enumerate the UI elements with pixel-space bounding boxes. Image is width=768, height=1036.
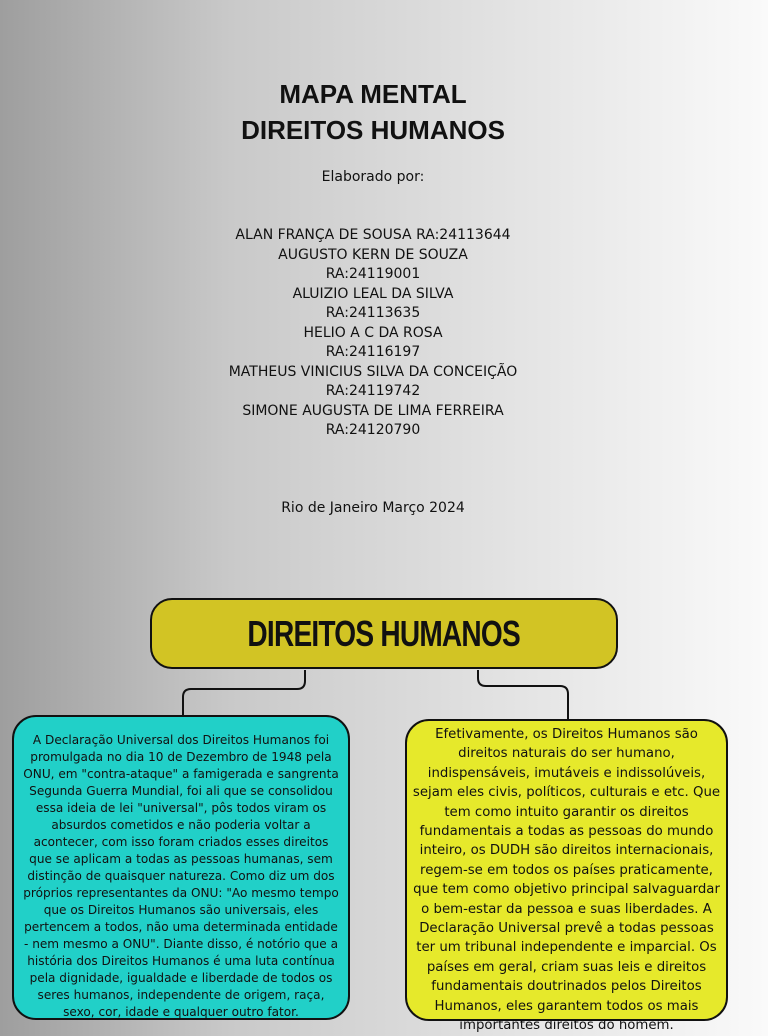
- central-topic-label: DIREITOS HUMANOS: [247, 612, 521, 654]
- author-line: RA:24119742: [325, 383, 421, 399]
- author-line: MATHEUS VINICIUS SILVA DA CONCEIÇÃO: [228, 363, 518, 380]
- author-line: ALUIZIO LEAL DA SILVA: [292, 285, 454, 302]
- left-node-text: A Declaração Universal dos Direitos Humanos foi promulgada no dia 10 de Dezembro de 1948 pela ONU, em "contra-ataque" a famigerada e sangrenta Segunda Guerra Mundial, foi ali que se consolidou essa ideia de lei "universal", pôs todos viram os absurdos cometidos e não poderia voltar a acontecer, com isso foram criados esses direitos que se aplicam a todas as pessoas humanas, sem distinção de quaisquer natureza. Como diz um dos próprios representantes da ONU: "Ao mesmo tempo que os Direitos Humanos são universais, eles pertencem a todos, não uma determinada entidade - nem mesmo a ONU". Diante disso, é notório que a história dos Direitos Humanos é uma luta contínua pela dignidade, igualdade e liberdade de todos os seres humanos, independente de origem, raça, sexo, cor, idade e qualquer outro fator.: [23, 733, 339, 1019]
- author-line: RA:24119001: [325, 266, 421, 282]
- place-date: Rio de Janeiro Março 2024: [281, 500, 465, 516]
- connector-left: [183, 670, 305, 716]
- author-line: SIMONE AUGUSTA DE LIMA FERREIRA: [242, 402, 504, 419]
- author-line: RA:24116197: [325, 344, 421, 360]
- author-line: AUGUSTO KERN DE SOUZA: [278, 246, 468, 263]
- title-line-2: DIREITOS HUMANOS: [241, 115, 505, 145]
- central-topic-node: [150, 598, 618, 669]
- left-node: [12, 715, 350, 1020]
- right-node-text: Efetivamente, os Direitos Humanos são direitos naturais do ser humano, indispensáveis, imutáveis e indissolúveis, sejam eles civis, políticos, culturais e etc. Que tem como intuito garantir os direitos fundamentais a todas as pessoas do mundo inteiro, os DUDH são direitos internacionais, regem-se em todos os países praticamente, que tem como objetivo principal salvaguardar o bem-estar da pessoa e suas liberdades. A Declaração Universal prevê a todas pessoas ter um tribunal independente e imparcial. Os países em geral, criam suas leis e direitos fundamentais doutrinados pelos Direitos Humanos, eles garantem todos os mais importantes direitos do homem.: [412, 727, 721, 1034]
- title-line-1: MAPA MENTAL: [279, 79, 467, 109]
- right-node: [405, 719, 728, 1034]
- connector-right: [478, 670, 568, 720]
- author-line: ALAN FRANÇA DE SOUSA RA:24113644: [235, 227, 511, 243]
- author-line: RA:24113635: [325, 305, 421, 321]
- author-line: HELIO A C DA ROSA: [303, 324, 443, 341]
- prepared-by-label: Elaborado por:: [321, 169, 425, 185]
- author-line: RA:24120790: [325, 422, 421, 438]
